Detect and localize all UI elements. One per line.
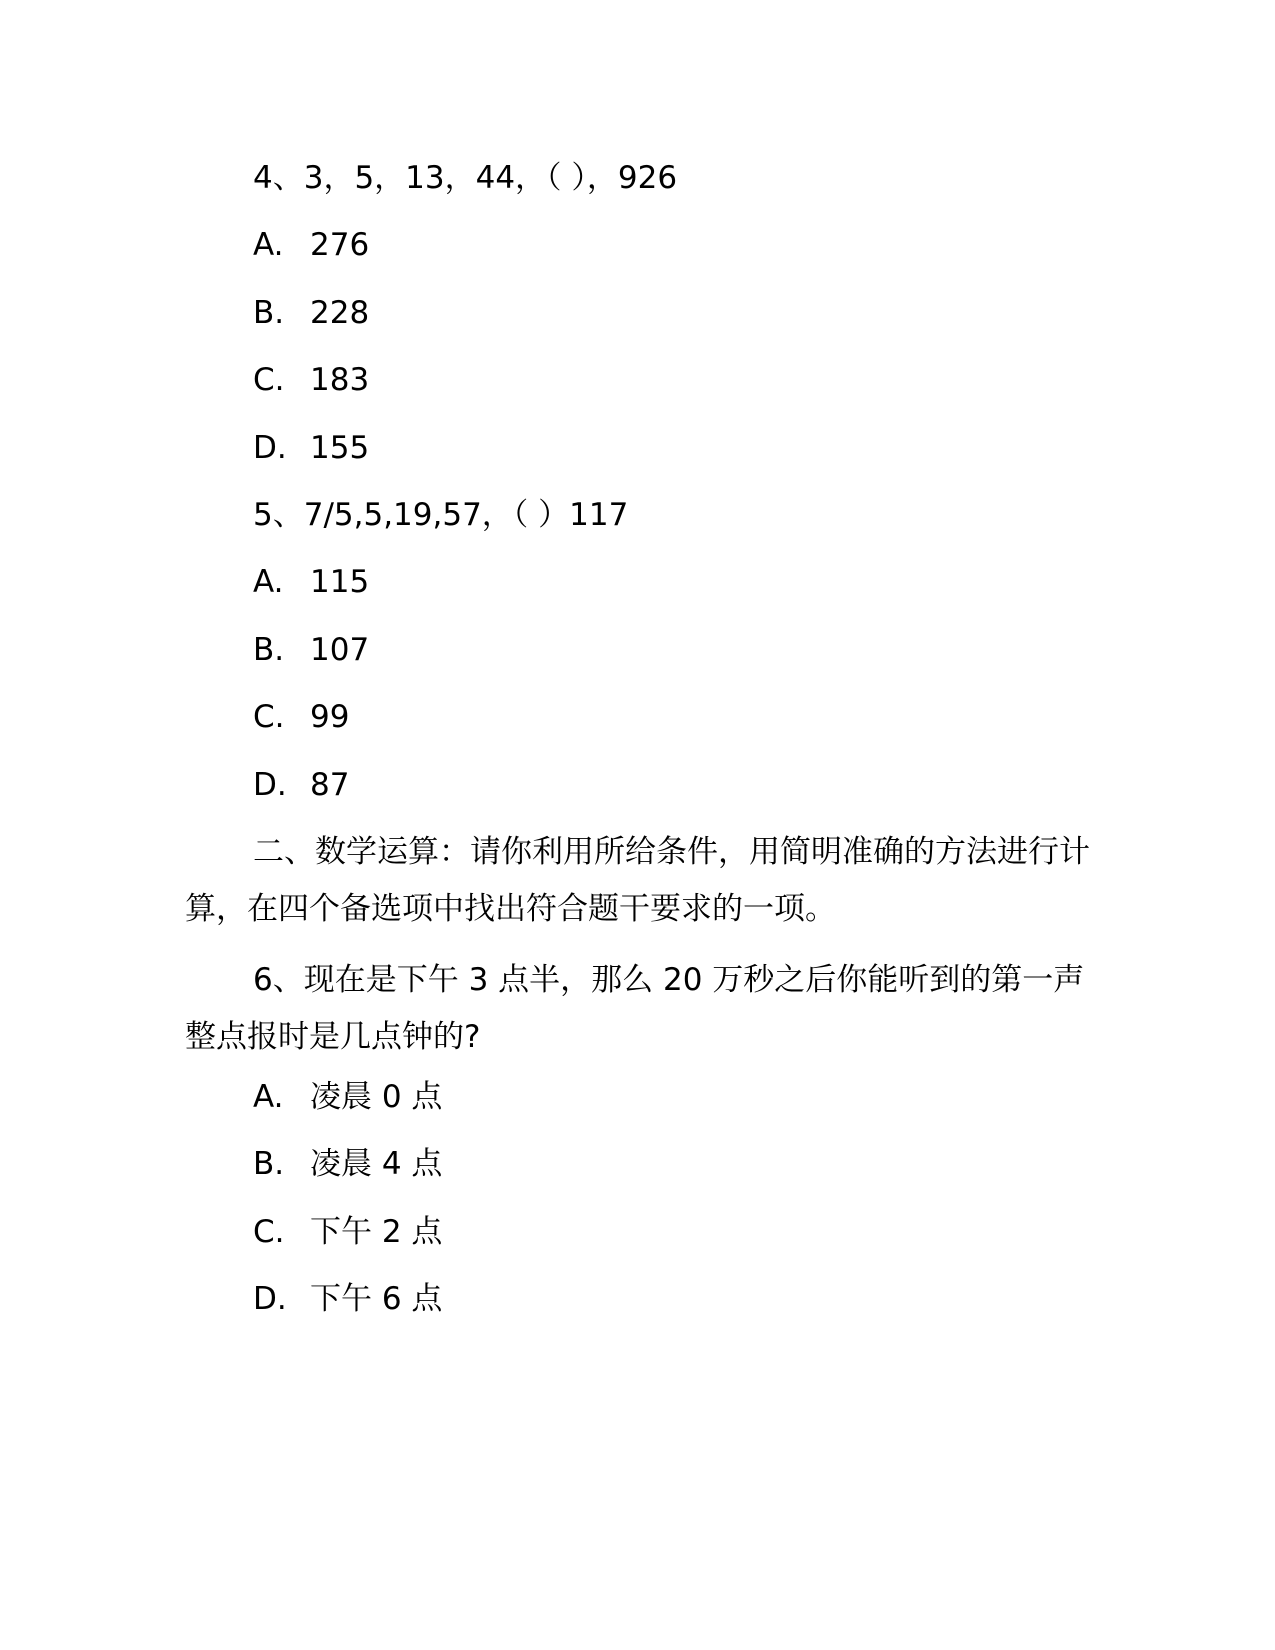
option-letter: D. [253,430,287,466]
option-text: 87 [310,767,350,803]
question-5-option-c [253,697,349,737]
question-6-stem: 6、现在是下午 3 点半，那么 20 万秒之后你能听到的第一声整点报时是几点钟的? [185,962,1085,1055]
question-4-option-c [253,360,369,400]
option-text: 276 [310,227,370,263]
option-text: 107 [310,632,370,668]
option-letter: B. [253,632,285,668]
option-letter: A. [253,564,284,600]
option-text: 下午 6 点 [310,1281,443,1317]
question-6-option-d [253,1279,442,1319]
question-4-option-a [253,225,369,265]
option-letter: C. [253,362,285,398]
question-5-option-b [253,630,369,670]
option-text: 155 [310,430,370,466]
option-text: 凌晨 4 点 [310,1146,443,1182]
question-4-option-b [253,293,369,333]
question-6-option-a [253,1077,442,1117]
question-5-option-a [253,562,369,602]
option-text: 下午 2 点 [310,1214,443,1250]
option-letter: B. [253,1146,285,1182]
question-6-option-c [253,1212,442,1252]
option-letter: D. [253,1281,287,1317]
question-4-option-d [253,428,369,468]
option-text: 183 [310,362,370,398]
question-5-stem: 5、7/5,5,19,57，（ ）117 [253,497,629,533]
option-letter: D. [253,767,287,803]
section-2-heading: 二、数学运算：请你利用所给条件，用简明准确的方法进行计算，在四个备选项中找出符合题干要求的一项。 [185,834,1090,927]
option-letter: C. [253,1214,285,1250]
question-6-option-b [253,1144,442,1184]
option-letter: C. [253,699,285,735]
question-4-stem: 4、3，5，13，44，（ ），926 [253,160,678,196]
option-letter: A. [253,1079,284,1115]
option-letter: B. [253,295,285,331]
option-text: 凌晨 0 点 [310,1079,443,1115]
option-text: 115 [310,564,370,600]
option-letter: A. [253,227,284,263]
option-text: 228 [310,295,370,331]
question-5-option-d [253,765,349,805]
option-text: 99 [310,699,350,735]
